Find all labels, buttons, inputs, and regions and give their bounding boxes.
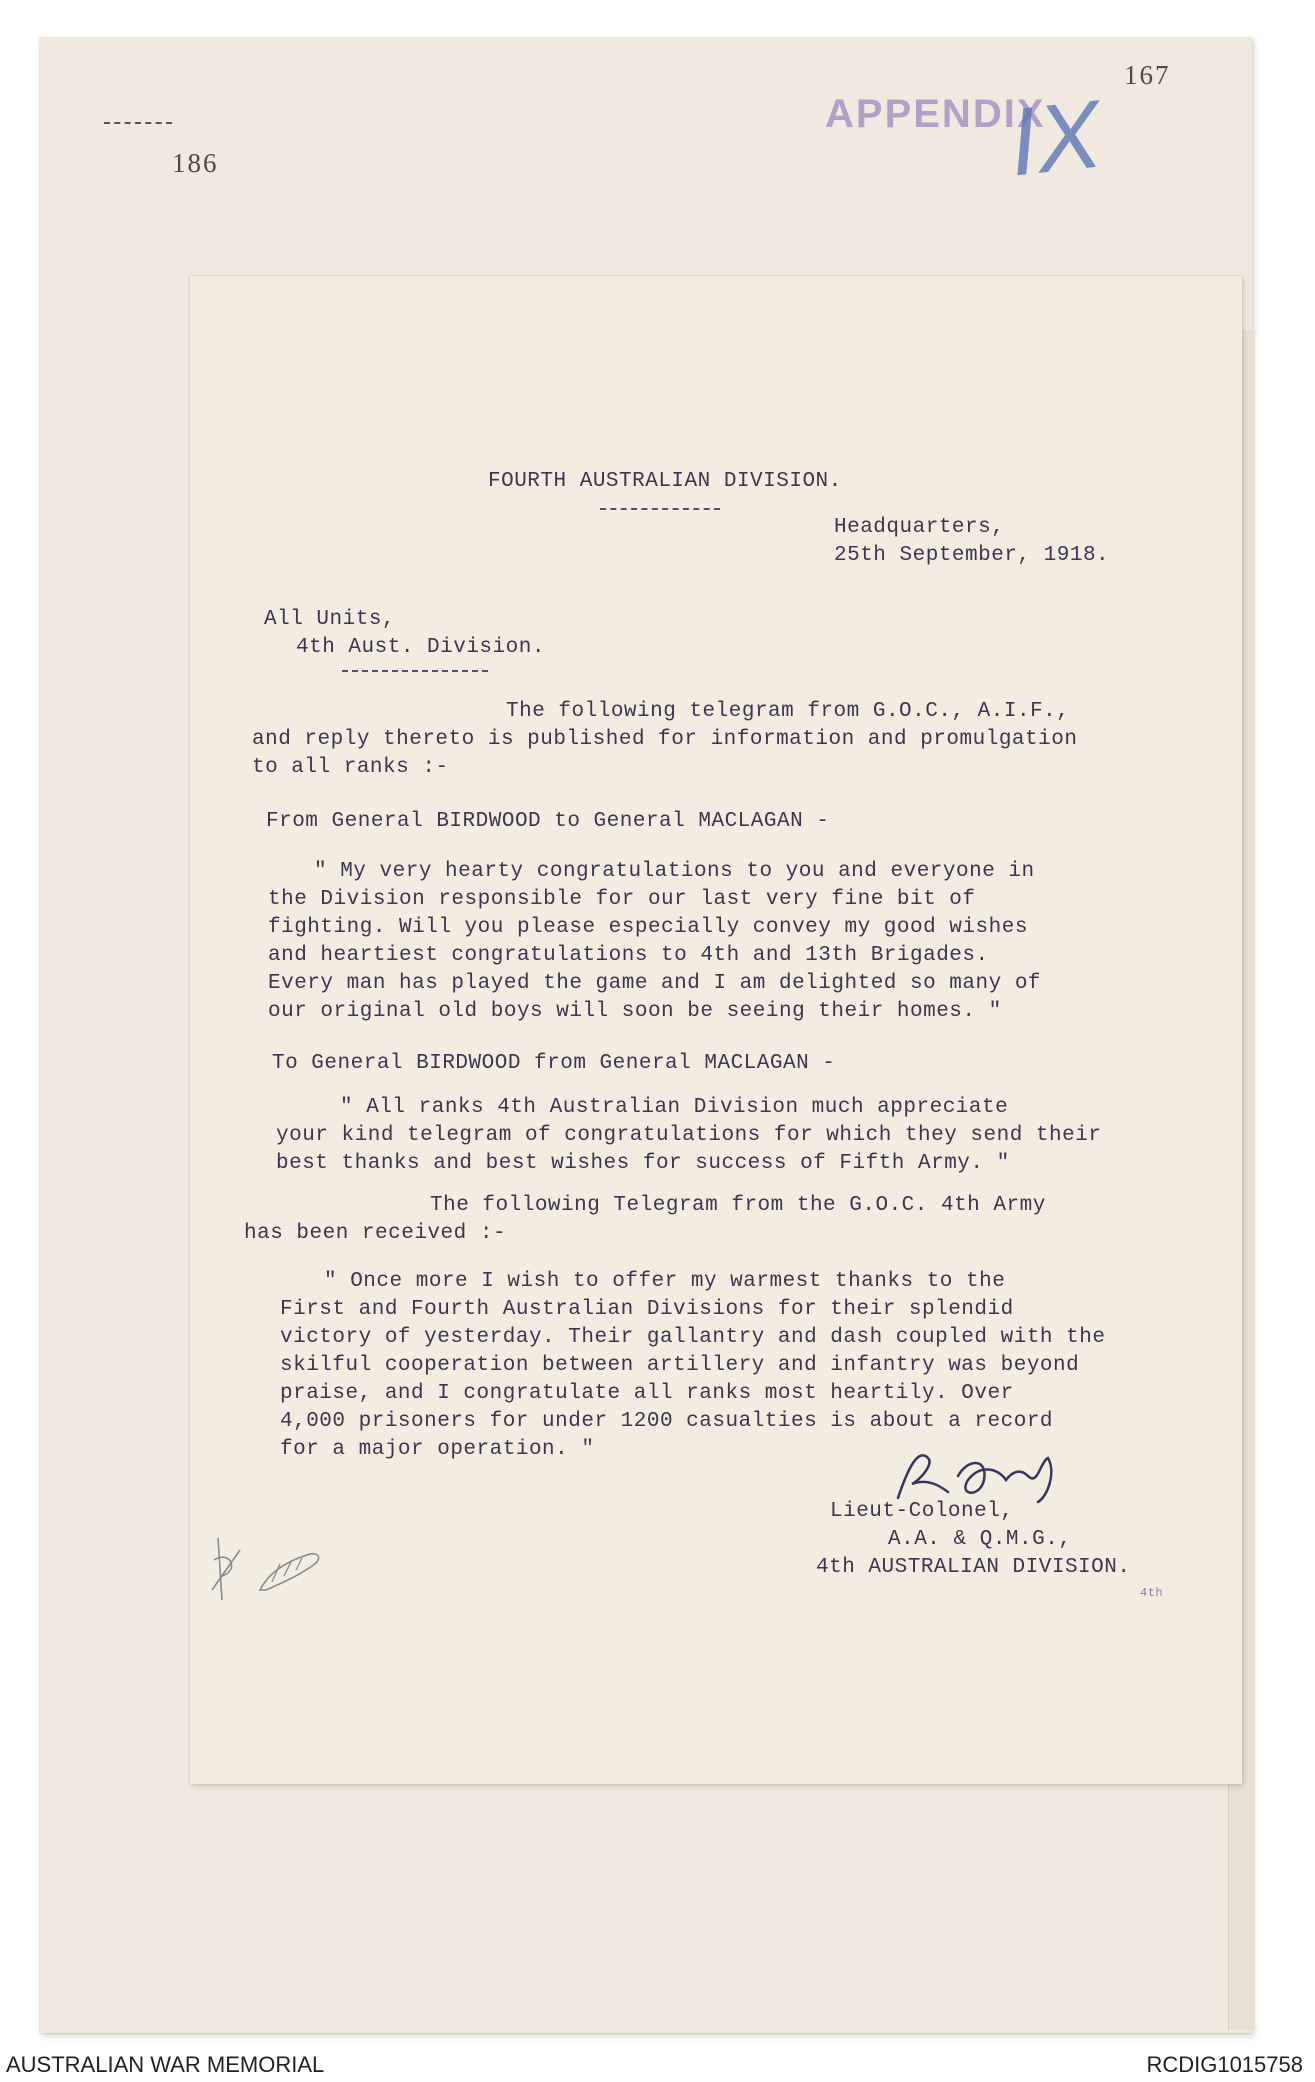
pencil-initials bbox=[210, 1530, 340, 1610]
intro-line-1: The following telegram from G.O.C., A.I.F., bbox=[506, 700, 1070, 723]
telegram3-line: First and Fourth Australian Divisions for their splendid bbox=[280, 1298, 1014, 1321]
telegram3-line: victory of yesterday. Their gallantry and dash coupled with the bbox=[280, 1326, 1106, 1349]
address-line-1: All Units, bbox=[264, 608, 396, 631]
folio-number-right: 167 bbox=[1124, 60, 1171, 90]
footer-institution: AUSTRALIAN WAR MEMORIAL bbox=[6, 2052, 325, 2077]
letter-date: 25th September, 1918. bbox=[834, 544, 1110, 567]
appendix-number-annotation: IX bbox=[1004, 80, 1106, 197]
division-small-mark: 4th bbox=[1140, 1586, 1164, 1600]
telegram1-heading: From General BIRDWOOD to General MACLAGAN - bbox=[266, 810, 830, 833]
telegram3-line: " Once more I wish to offer my warmest thanks to the bbox=[324, 1270, 1006, 1293]
telegram1-line: our original old boys will soon be seeing their homes. " bbox=[268, 1000, 1002, 1023]
signature bbox=[888, 1428, 1088, 1518]
heading-underline bbox=[600, 508, 720, 510]
signatory-title: A.A. & Q.M.G., bbox=[888, 1528, 1072, 1551]
telegram2-heading: To General BIRDWOOD from General MACLAGAN - bbox=[272, 1052, 836, 1075]
telegram1-line: Every man has played the game and I am delighted so many of bbox=[268, 972, 1042, 995]
telegram3-line: praise, and I congratulate all ranks most heartily. Over bbox=[280, 1382, 1014, 1405]
telegram2-line: your kind telegram of congratulations for which they send their bbox=[276, 1124, 1102, 1147]
letter-sheet bbox=[190, 276, 1242, 1784]
division-heading: FOURTH AUSTRALIAN DIVISION. bbox=[488, 470, 842, 493]
telegram3-intro-line: has been received :- bbox=[244, 1222, 507, 1245]
intro-line-3: to all ranks :- bbox=[252, 756, 449, 779]
telegram1-line: " My very hearty congratulations to you and everyone in bbox=[314, 860, 1035, 883]
telegram1-line: fighting. Will you please especially convey my good wishes bbox=[268, 916, 1028, 939]
telegram3-line: for a major operation. " bbox=[280, 1438, 595, 1461]
hq-label: Headquarters, bbox=[834, 516, 1005, 539]
address-underline bbox=[342, 670, 488, 672]
telegram3-line: skilful cooperation between artillery and infantry was beyond bbox=[280, 1354, 1080, 1377]
appendix-stamp: APPENDIX bbox=[825, 92, 1046, 136]
intro-line-2: and reply thereto is published for information and promulgation bbox=[252, 728, 1078, 751]
pencil-dash bbox=[104, 122, 172, 124]
telegram1-line: the Division responsible for our last very fine bit of bbox=[268, 888, 976, 911]
telegram3-intro-line: The following Telegram from the G.O.C. 4th Army bbox=[430, 1194, 1046, 1217]
telegram1-line: and heartiest congratulations to 4th and 13th Brigades. bbox=[268, 944, 989, 967]
folio-number-left: 186 bbox=[172, 148, 219, 178]
signatory-division: 4th AUSTRALIAN DIVISION. bbox=[816, 1556, 1131, 1579]
address-line-2: 4th Aust. Division. bbox=[296, 636, 545, 659]
signatory-rank: Lieut-Colonel, bbox=[830, 1500, 1014, 1523]
footer-record-id: RCDIG1015758 bbox=[1146, 2052, 1303, 2077]
telegram2-line: best thanks and best wishes for success of Fifth Army. " bbox=[276, 1152, 1010, 1175]
telegram2-line: " All ranks 4th Australian Division much appreciate bbox=[340, 1096, 1009, 1119]
telegram3-line: 4,000 prisoners for under 1200 casualties is about a record bbox=[280, 1410, 1054, 1433]
